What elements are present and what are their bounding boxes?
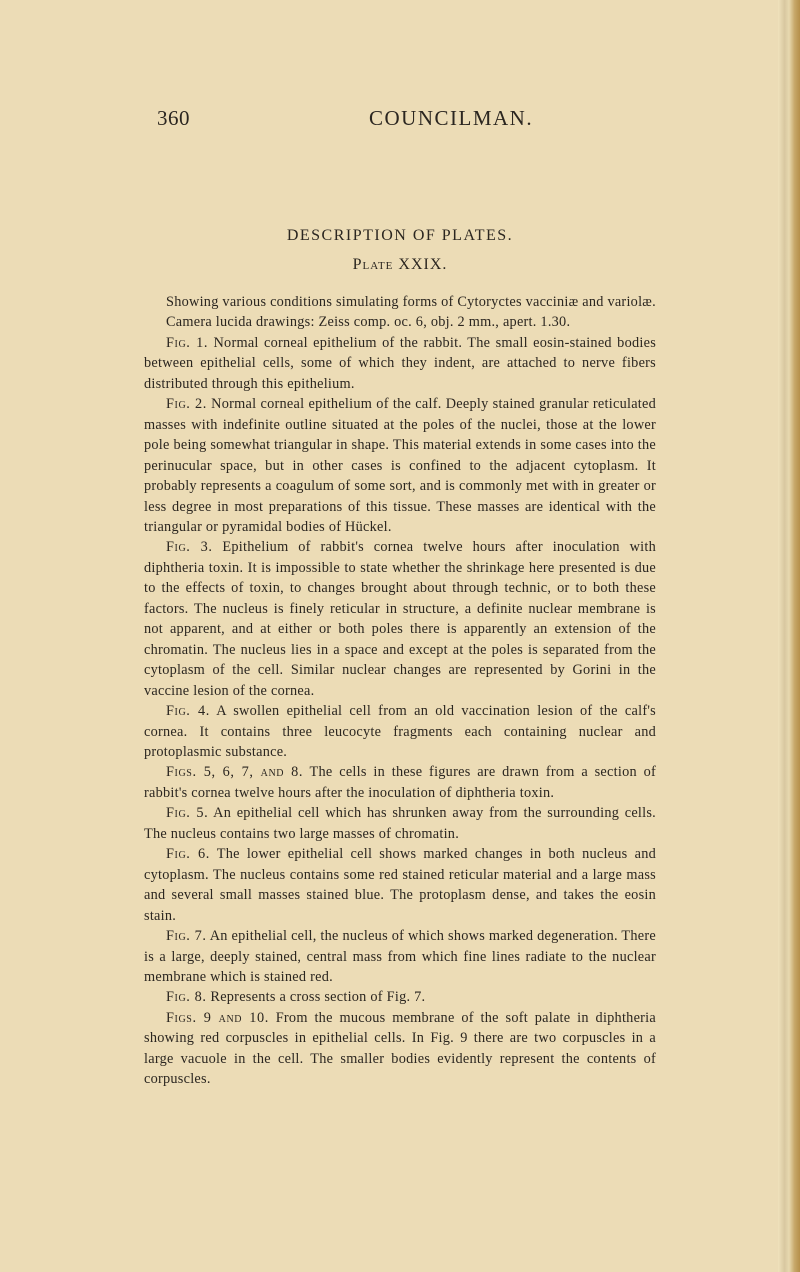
- paragraph-text: An epithelial cell, the nucleus of which shows marked degeneration. There is a large, deeply stained, central mass from which fine lines radiate to the nuclear membrane which is stained red.: [144, 928, 656, 985]
- paragraph: [144, 701, 656, 762]
- paragraph: [144, 333, 656, 394]
- paragraph: [144, 762, 656, 803]
- figure-label: Fig. 2.: [166, 396, 207, 413]
- paragraph: [144, 987, 656, 1007]
- paragraph: [144, 394, 656, 537]
- figure-label: Figs. 9 and 10.: [166, 1009, 269, 1026]
- figure-label: Figs. 5, 6, 7, and 8.: [166, 764, 304, 781]
- paragraph-text: Represents a cross section of Fig. 7.: [210, 989, 426, 1006]
- paragraph-text: Epithelium of rabbit's cornea twelve hours after inoculation with diphtheria toxin. It is impossible to state whether the shrinkage here presented is due to the effects of toxin, to changes brought about through technic, or to both these factors. The nucleus is finely reticular in structure, a definite nuclear membrane is not apparent, and at either or both poles there is apparently an extension of the chromatin. The nucleus lies in a space and except at the poles is separated from the cytoplasm of the cell. Similar nuclear changes are represented by Gorini in the vaccine lesion of the cornea.: [144, 539, 657, 699]
- figure-label: Fig. 3.: [166, 539, 213, 556]
- paragraph-text: The lower epithelial cell shows marked changes in both nucleus and cytoplasm. The nucleus contains some red stained reticular material and a large mass and several small masses stained blue. The protoplasm dense, and takes the eosin stain.: [144, 846, 656, 924]
- figure-label: Fig. 7.: [166, 928, 207, 945]
- section-title: DESCRIPTION OF PLATES.: [286, 227, 514, 244]
- page-edge: [778, 0, 800, 1272]
- figure-label: Fig. 4.: [166, 703, 210, 720]
- figure-label: Fig. 1.: [166, 334, 209, 351]
- paragraph: [144, 537, 656, 701]
- running-head: COUNCILMAN.: [369, 106, 534, 130]
- paragraph-text: From the mucous membrane of the soft palate in diphtheria showing red corpuscles in epithelial cells. In Fig. 9 there are two corpuscles in a large vacuole in the cell. The smaller bodies evidently represent the contents of corpuscles.: [144, 1009, 657, 1088]
- paragraph: [144, 312, 656, 332]
- paragraph-text: Normal corneal epithelium of the calf. Deeply stained granular reticulated masses with indefinite outline situated at the poles of the nuclei, those at the lower pole being somewhat triangular in shape. This material extends in some cases into the perinucular space, but in other cases is confined to the adjacent cytoplasm. It probably represents a coagulum of some sort, and is commonly met with in greater or less degree in most preparations of this tissue. These masses are identical with the triangular or pyramidal bodies of Hückel.: [144, 396, 657, 535]
- paragraph: [144, 926, 656, 987]
- figure-label: Fig. 5.: [166, 805, 209, 822]
- paragraph-text: Camera lucida drawings: Zeiss comp. oc. 6, obj. 2 mm., apert. 1.30.: [166, 314, 571, 331]
- page-number: 360: [157, 106, 190, 130]
- figure-label: Fig. 8.: [166, 989, 207, 1006]
- plate-description: [144, 292, 656, 1090]
- paragraph-text: Normal corneal epithelium of the rabbit. The small eosin-stained bodies between epithelial cells, some of which they indent, are attached to nerve fibers distributed through this epithelium.: [144, 334, 657, 392]
- paragraph: [144, 1008, 656, 1090]
- paragraph-text: An epithelial cell which has shrunken away from the surrounding cells. The nucleus contains two large masses of chromatin.: [144, 805, 656, 842]
- figure-label: Fig. 6.: [166, 846, 210, 863]
- paragraph: [144, 844, 656, 926]
- paragraph: [144, 803, 656, 844]
- paragraph: [144, 292, 656, 312]
- paragraph-text: The cells in these figures are drawn from a section of rabbit's cornea twelve hours after the inoculation of diphtheria toxin.: [144, 764, 656, 801]
- paragraph-text: A swollen epithelial cell from an old vaccination lesion of the calf's cornea. It contains three leucocyte fragments each containing nuclear and protoplasmic substance.: [144, 703, 656, 760]
- plate-heading: Plate XXIX.: [352, 256, 448, 273]
- paragraph-text: Showing various conditions simulating forms of Cytoryctes vacciniæ and variolæ.: [166, 294, 656, 310]
